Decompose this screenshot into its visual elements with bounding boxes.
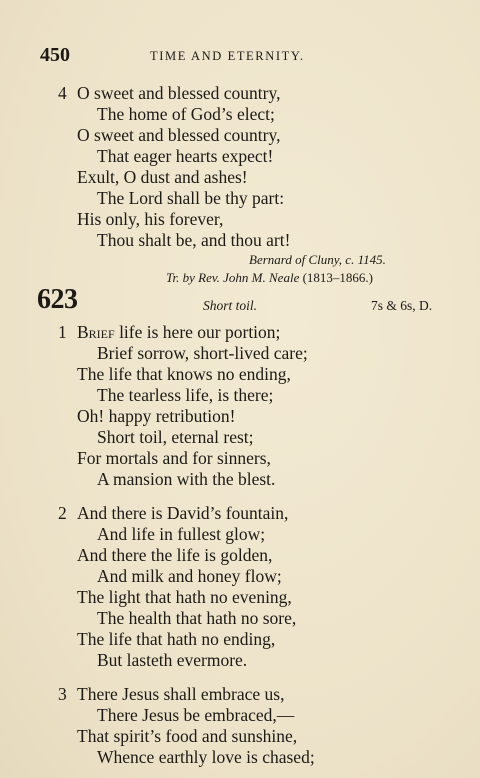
hymn-number: 623: [37, 284, 78, 315]
stanza-number: 4: [58, 83, 67, 103]
verse-line: But lasteth evermore.: [97, 650, 248, 670]
translator-credit: [166, 270, 373, 286]
verse-line: The home of God’s elect;: [97, 104, 275, 124]
verse-line: His only, his forever,: [77, 209, 224, 229]
verse-line: A mansion with the blest.: [97, 469, 276, 489]
verse-line: Short toil, eternal rest;: [97, 427, 254, 447]
verse-line: There Jesus be embraced,—: [97, 705, 295, 725]
stanza-number: 2: [58, 503, 67, 523]
verse-line: The health that hath no sore,: [97, 608, 297, 628]
verse-line: And milk and honey flow;: [97, 566, 282, 586]
verse-line: Exult, O dust and ashes!: [77, 167, 248, 187]
verse-line: O sweet and blessed country,: [77, 125, 281, 145]
verse-line: And there the life is golden,: [77, 545, 273, 565]
running-title: TIME AND ETERNITY.: [150, 49, 305, 63]
verse-line: The life that hath no ending,: [77, 629, 276, 649]
verse-line: [77, 322, 280, 343]
verse-line: That spirit’s food and sunshine,: [77, 726, 298, 746]
stanza-number: 3: [58, 684, 67, 704]
verse-line: The tearless life, is there;: [97, 385, 274, 405]
translator-name: Tr. by Rev. John M. Neale: [166, 270, 300, 285]
meter: 7s & 6s, D.: [371, 298, 433, 313]
page-number: 450: [40, 44, 70, 66]
verse-line: The Lord shall be thy part:: [97, 188, 285, 208]
verse-line: For mortals and for sinners,: [77, 448, 271, 468]
stanza-number: 1: [58, 322, 67, 342]
verse-line: Whence earthly love is chased;: [97, 747, 315, 767]
verse-line: That eager hearts expect!: [97, 146, 274, 166]
verse-line: Brief sorrow, short-lived care;: [97, 343, 308, 363]
drop-word: Brief: [77, 322, 115, 342]
verse-line: Thou shalt be, and thou art!: [97, 230, 291, 250]
verse-line: Oh! happy retribution!: [77, 406, 236, 426]
verse-line: And there is David’s fountain,: [77, 503, 289, 523]
verse-line: And life in fullest glow;: [97, 524, 266, 544]
verse-line: The life that knows no ending,: [77, 364, 291, 384]
verse-line-rest: life is here our portion;: [114, 322, 281, 342]
verse-line: O sweet and blessed country,: [77, 83, 281, 103]
tune-name: Short toil.: [203, 298, 258, 313]
author-credit: Bernard of Cluny, c. 1145.: [249, 252, 386, 267]
translator-years: (1813–1866.): [302, 270, 374, 285]
verse-line: The light that hath no evening,: [77, 587, 292, 607]
verse-line: There Jesus shall embrace us,: [77, 684, 285, 704]
